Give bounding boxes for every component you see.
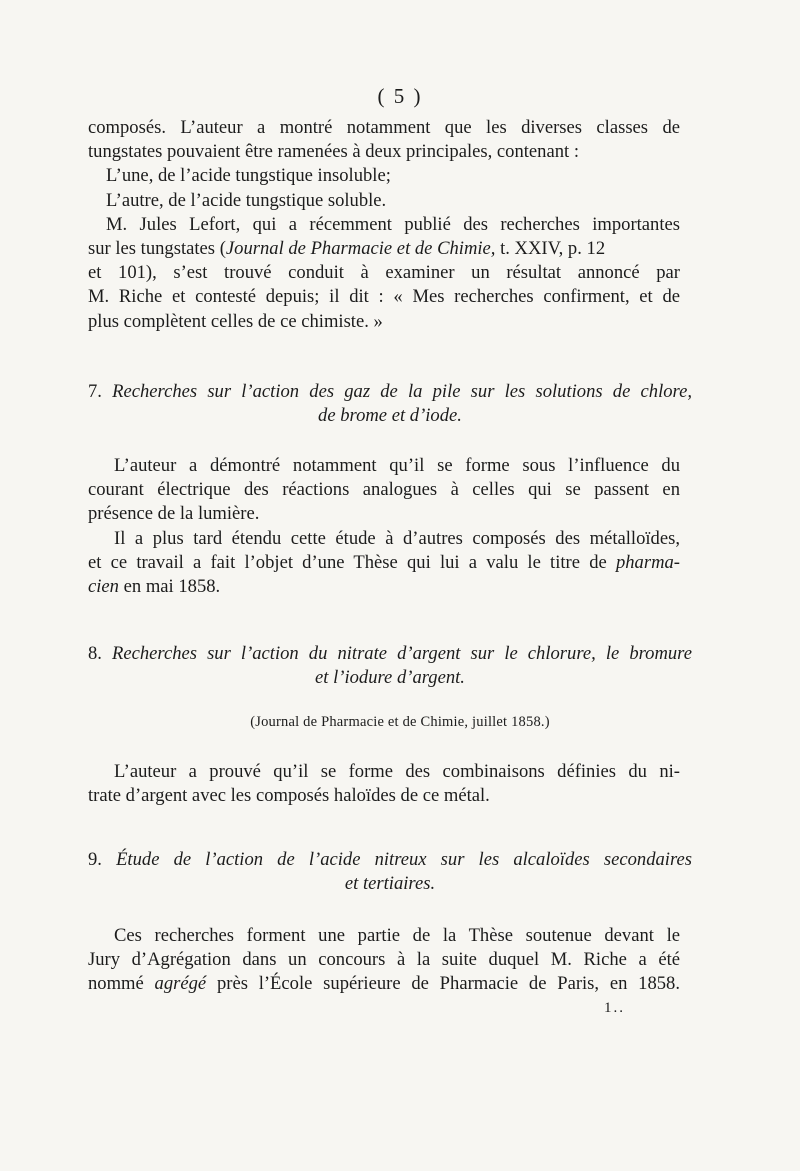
text-line: L’auteur a prouvé qu’il se forme des combinaisons définies du ni-	[114, 761, 680, 782]
intro-paragraphs	[88, 116, 680, 334]
section-title-line: Étude de l’action de l’acide nitreux sur les alcaloïdes secondaires	[116, 849, 693, 870]
page-number: ( 5 )	[377, 84, 423, 108]
text-line: composés. L’auteur a montré notamment que les diverses classes de	[88, 117, 680, 138]
text-line: Il a plus tard étendu cette étude à d’autres composés des métalloïdes,	[114, 527, 680, 549]
section-9-heading	[88, 848, 692, 896]
text-line: M. Riche et contesté depuis; il dit : « Mes recherches confirment, et de	[88, 286, 680, 308]
journal-title: Journal de Pharmacie et de Chimie,	[225, 238, 496, 260]
section-title-line: Recherches sur l’action des gaz de la pile sur les solutions de chlore,	[112, 381, 692, 402]
text-line: Jury d’Agrégation dans un concours à la suite duquel M. Riche a été	[88, 949, 680, 971]
signature-mark: 1..	[604, 1000, 625, 1016]
text-fragment: t. XXIV, p. 12	[495, 238, 606, 260]
section-title-line: et l’iodure d’argent.	[315, 667, 465, 689]
text-fragment: près l’École supérieure de Pharmacie de Paris, en 1858.	[206, 973, 680, 995]
text-fragment: sur les tungstates (	[88, 238, 226, 260]
text-line: L’auteur a démontré notamment qu’il se forme sous l’influence du	[114, 455, 680, 476]
section-title-line: Recherches sur l’action du nitrate d’argent sur le chlorure, le bromure	[112, 643, 692, 664]
text-line	[88, 575, 680, 599]
text-line: Ces recherches forment une partie de la Thèse soutenue devant le	[114, 925, 680, 946]
section-8-heading	[88, 642, 692, 690]
section-number: 8.	[88, 643, 102, 664]
citation: (Journal de Pharmacie et de Chimie, juillet 1858.)	[250, 714, 550, 730]
text-fragment: en mai 1858.	[118, 576, 221, 598]
section-9-body	[88, 924, 680, 997]
text-line: trate d’argent avec les composés haloïdes de ce métal.	[88, 785, 490, 807]
text-line: M. Jules Lefort, qui a récemment publié des recherches importantes	[106, 213, 680, 235]
text-line: courant électrique des réactions analogues à celles qui se passent en	[88, 479, 680, 501]
text-line: présence de la lumière.	[88, 503, 260, 525]
text-line	[88, 972, 680, 996]
section-7-body	[88, 454, 680, 599]
text-fragment: nommé	[88, 973, 155, 995]
section-7-heading	[88, 380, 692, 428]
section-title-line: de brome et d’iode.	[318, 405, 462, 427]
text-line: L’une, de l’acide tungstique insoluble;	[106, 165, 391, 187]
section-title-line: et tertiaires.	[344, 873, 436, 895]
italic-term: cien	[88, 576, 119, 598]
text-line: tungstates pouvaient être ramenées à deux principales, contenant :	[88, 141, 580, 163]
section-number: 7.	[88, 381, 102, 402]
section-number: 9.	[88, 849, 102, 870]
section-8-body	[88, 760, 680, 808]
text-line: L’autre, de l’acide tungstique soluble.	[106, 189, 387, 211]
italic-term: agrégé	[154, 973, 207, 995]
text-fragment: et ce travail a fait l’objet d’une Thèse qui lui a valu le titre de	[88, 551, 616, 573]
italic-term: pharma-	[615, 551, 680, 573]
text-line: plus complètent celles de ce chimiste. »	[88, 310, 383, 332]
text-line	[88, 551, 680, 575]
text-line	[88, 237, 680, 261]
text-line: et 101), s’est trouvé conduit à examiner un résultat annoncé par	[88, 262, 680, 284]
